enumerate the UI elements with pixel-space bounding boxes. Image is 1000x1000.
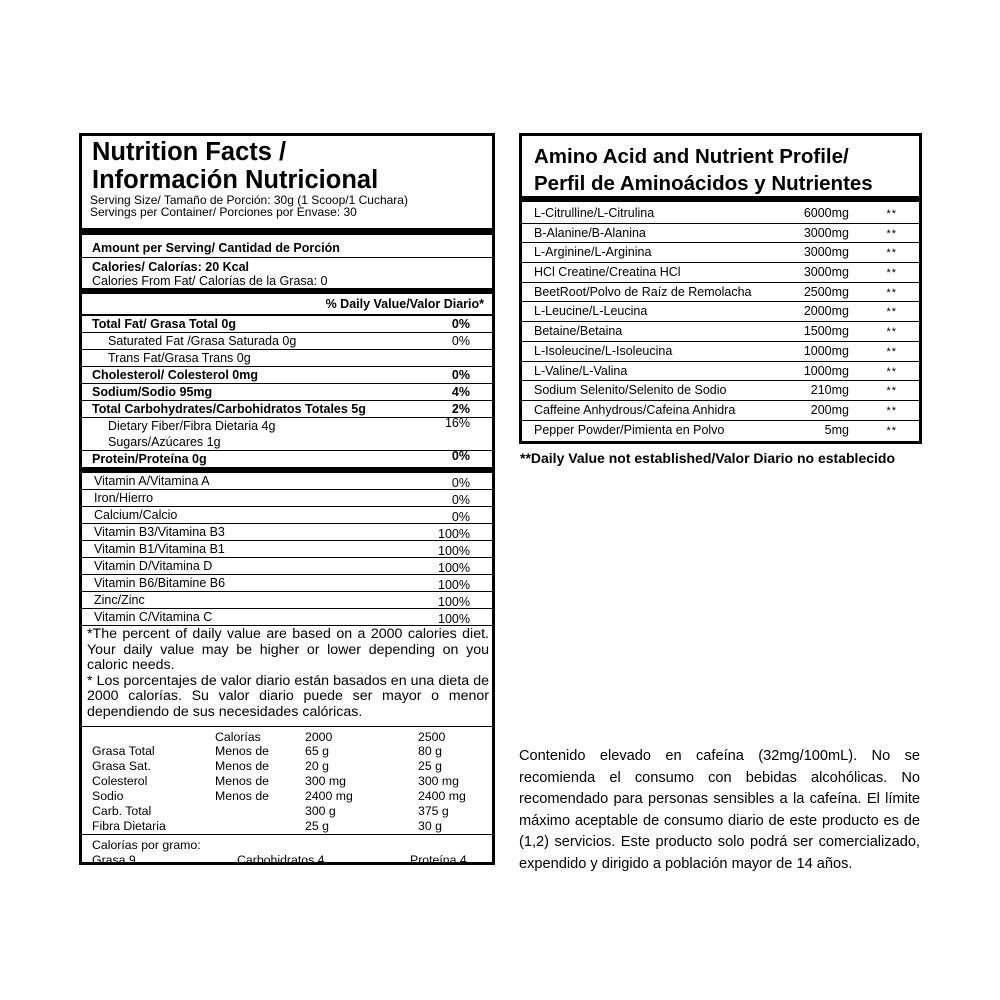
cpg-protein: Proteína 4 xyxy=(410,853,467,867)
vitamin-b6: Vitamin B6/Bitamine B6 100% xyxy=(94,576,470,592)
amino-row: BeetRoot/Polvo de Raíz de Remolacha 2500mg ** xyxy=(522,283,919,303)
dv-header-2000: 2000 xyxy=(305,730,333,744)
daily-value-header xyxy=(82,294,492,314)
amino-row: L-Isoleucine/L-Isoleucina 1000mg ** xyxy=(522,342,919,362)
divider xyxy=(82,228,492,235)
amino-row: Pepper Powder/Pimienta en Polvo 5mg ** xyxy=(534,422,897,437)
vitamin-d: Vitamin D/Vitamina D 100% xyxy=(94,559,470,575)
nutrition-facts-panel xyxy=(79,133,495,865)
dv-header-2500: 2500 xyxy=(418,730,446,744)
nutrient-saturated-fat: Saturated Fat /Grasa Saturada 0g 0% xyxy=(108,334,470,348)
amino-title xyxy=(522,136,919,196)
amino-title-line1: Amino Acid and Nutrient Profile/ xyxy=(534,145,849,168)
amino-row: HCl Creatine/Creatina HCl 3000mg ** xyxy=(522,263,919,283)
dv-row-label: Grasa Total xyxy=(92,744,155,758)
note-spanish: * Los porcentajes de valor diario están basados en una dieta de 2000 calorías. Su valor diario puede ser mayor o menor dependiendo de sus necesidades calóricas. xyxy=(87,672,489,720)
vitamin-b3: Vitamin B3/Vitamina B3 100% xyxy=(94,525,470,541)
amino-row: B-Alanine/B-Alanina 3000mg ** xyxy=(522,224,919,244)
daily-value-note xyxy=(82,626,492,726)
calories: Calories/ Calorías: 20 Kcal xyxy=(92,260,250,274)
daily-value-reference-table: Calorías 2000 2500 Grasa Total Menos de 65 g 80 g Grasa Sat. Menos de 20 g 25 g Colesterol Menos de 300 mg 300 mg Sodio Menos de 2400 mg 2400 mg Carb. Total 300 g 375 g Fibra Dietaria 25 g 30 g xyxy=(92,730,466,833)
daily-value-header-label: % Daily Value/Valor Diario* xyxy=(325,297,484,311)
nutrition-title-line2: Información Nutricional xyxy=(92,166,379,194)
nutrient-cholesterol: Cholesterol/ Colesterol 0mg 0% xyxy=(92,368,470,382)
calories-from-fat: Calories From Fat/ Calorías de la Grasa: 0 xyxy=(92,274,328,288)
zinc: Zinc/Zinc 100% xyxy=(94,593,470,609)
amino-row: Sodium Selenito/Selenito de Sodio 210mg ** xyxy=(522,381,919,401)
dv-row-label: Grasa Sat. xyxy=(92,759,151,773)
amount-per-serving: Amount per Serving/ Cantidad de Porción xyxy=(92,241,340,255)
dv-row-label: Carb. Total xyxy=(92,804,152,818)
calcium: Calcium/Calcio 0% xyxy=(94,508,470,524)
note-english: *The percent of daily value are based on a 2000 calories diet. Your daily value may be higher or lower depending on you caloric needs. xyxy=(87,626,489,673)
nutrition-title-line1: Nutrition Facts / xyxy=(92,138,287,166)
amino-acid-panel xyxy=(519,133,922,444)
amino-row: L-Citrulline/L-Citrulina 6000mg ** xyxy=(522,204,919,224)
cpg-carbs: Carbohidratos 4 xyxy=(237,853,325,867)
nutrient-total-carbs: Total Carbohydrates/Carbohidratos Totales 5g 2% xyxy=(92,402,470,416)
serving-size: Serving Size/ Tamaño de Porción: 30g (1 Scoop/1 Cuchara) xyxy=(90,193,408,207)
amino-row: Betaine/Betaina 1500mg ** xyxy=(522,322,919,342)
servings-per-container: Servings per Container/ Porciones por Envase: 30 xyxy=(90,205,357,219)
nutrient-dietary-fiber: Dietary Fiber/Fibra Dietaria 4g 16% xyxy=(108,416,470,433)
amino-row: L-Arginine/L-Arginina 3000mg ** xyxy=(522,243,919,263)
caffeine-warning: Contenido elevado en cafeína (32mg/100mL). No se recomienda el consumo con bebidas alcohólicas. No recomendado para personas sensibles a la cafeína. El límite máximo aceptable de consumo diario de este producto es de (1,2) servicios. Este producto solo podrá ser comercializado, expendido y dirigido a población mayor de 14 años. xyxy=(519,748,920,872)
iron: Iron/Hierro 0% xyxy=(94,491,470,507)
vitamin-list xyxy=(82,473,492,625)
amino-footnote: **Daily Value not established/Valor Diario no establecido xyxy=(520,450,896,466)
nutrient-protein: Protein/Proteína 0g 0% xyxy=(92,449,470,466)
cpg-fat: Grasa 9 xyxy=(92,853,136,867)
amino-list xyxy=(522,202,919,440)
nutrient-sodium: Sodium/Sodio 95mg 4% xyxy=(92,385,470,399)
nutrient-list xyxy=(82,316,492,467)
calories-block xyxy=(82,258,492,288)
calories-per-gram xyxy=(82,835,492,875)
amino-row: Caffeine Anhydrous/Cafeina Anhidra 200mg ** xyxy=(522,401,919,421)
vitamin-b1: Vitamin B1/Vitamina B1 100% xyxy=(94,542,470,558)
dv-row-label: Sodio xyxy=(92,789,124,803)
dv-row-label: Fibra Dietaria xyxy=(92,819,166,833)
amino-row: L-Valine/L-Valina 1000mg ** xyxy=(522,362,919,382)
amino-row: L-Leucine/L-Leucina 2000mg ** xyxy=(522,302,919,322)
dv-row-label: Colesterol xyxy=(92,774,148,788)
nutrient-trans-fat: Trans Fat/Grasa Trans 0g xyxy=(108,351,251,365)
dv-header-calorias: Calorías xyxy=(215,730,261,744)
nutrient-sugars: Sugars/Azúcares 1g xyxy=(108,435,221,449)
vitamin-a: Vitamin A/Vitamina A 0% xyxy=(94,474,470,490)
cpg-label: Calorías por gramo: xyxy=(92,838,201,852)
nutrition-header xyxy=(82,136,492,228)
nutrient-total-fat: Total Fat/ Grasa Total 0g 0% xyxy=(92,317,470,331)
amino-title-line2: Perfil de Aminoácidos y Nutrientes xyxy=(534,172,873,195)
vitamin-c: Vitamin C/Vitamina C 100% xyxy=(94,610,470,626)
